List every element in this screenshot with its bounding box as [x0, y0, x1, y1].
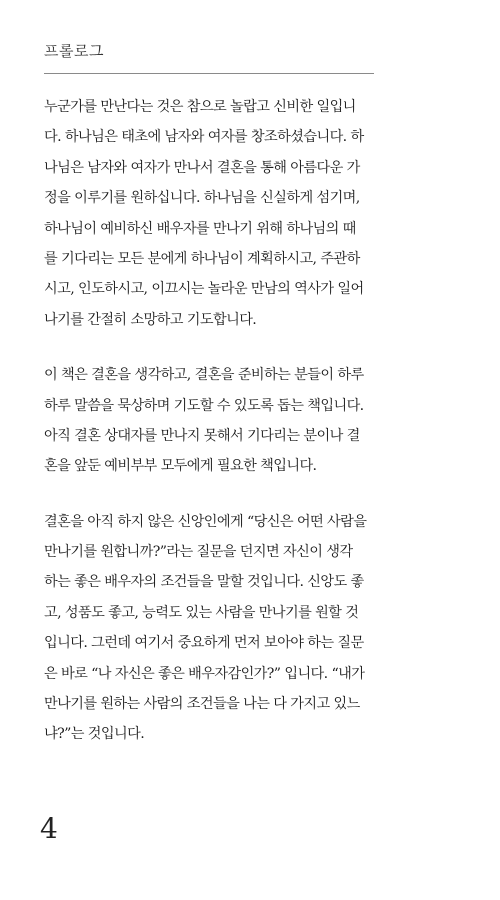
text-line: 하나님이 예비하신 배우자를 만나기 위해 하나님의 때: [44, 220, 356, 237]
text-line: 만나기를 원합니까?”라는 질문을 던지면 자신이 생각: [44, 544, 353, 561]
text-line: 은 바로 “나 자신은 좋은 배우자감인가?” 입니다. “내가: [44, 665, 365, 682]
text-line: 정을 이루기를 원하십니다. 하나님을 신실하게 섬기며,: [44, 190, 360, 207]
body-text: [44, 92, 384, 775]
header-rule: [44, 73, 374, 74]
text-line: 냐?”는 것입니다.: [44, 726, 145, 743]
text-line: 입니다. 그런데 여기서 중요하게 먼저 보아야 하는 질문: [44, 635, 364, 652]
text-line: 혼을 앞둔 예비부부 모두에게 필요한 책입니다.: [44, 458, 317, 475]
page-number: 4: [40, 812, 58, 845]
running-header: 프롤로그: [44, 42, 104, 60]
text-line: 다. 하나님은 태초에 남자와 여자를 창조하셨습니다. 하: [44, 129, 364, 146]
text-line: 결혼을 아직 하지 않은 신앙인에게 “당신은 어떤 사람을: [44, 513, 367, 530]
text-line: 하는 좋은 배우자의 조건들을 말할 것입니다. 신앙도 좋: [44, 574, 364, 591]
paragraph-1: [44, 92, 384, 335]
text-line: 고, 성품도 좋고, 능력도 있는 사람을 만나기를 원할 것: [44, 604, 359, 621]
text-line: 하루 말씀을 묵상하며 기도할 수 있도록 돕는 책입니다.: [44, 397, 364, 414]
text-line: 를 기다리는 모든 분에게 하나님이 계획하시고, 주관하: [44, 250, 360, 267]
text-line: 아직 결혼 상대자를 만나지 못해서 기다리는 분이나 결: [44, 427, 360, 444]
paragraph-2: [44, 360, 384, 482]
text-line: 만나기를 원하는 사람의 조건들을 나는 다 가지고 있느: [44, 696, 360, 713]
text-line: 이 책은 결혼을 생각하고, 결혼을 준비하는 분들이 하루: [44, 367, 364, 384]
text-line: 누군가를 만난다는 것은 참으로 놀랍고 신비한 일입니: [44, 99, 356, 115]
text-line: 시고, 인도하시고, 이끄시는 놀라운 만남의 역사가 일어: [44, 281, 364, 298]
text-line: 나기를 간절히 소망하고 기도합니다.: [44, 311, 257, 328]
paragraph-3: [44, 507, 384, 750]
text-line: 나님은 남자와 여자가 만나서 결혼을 통해 아름다운 가: [44, 159, 360, 176]
